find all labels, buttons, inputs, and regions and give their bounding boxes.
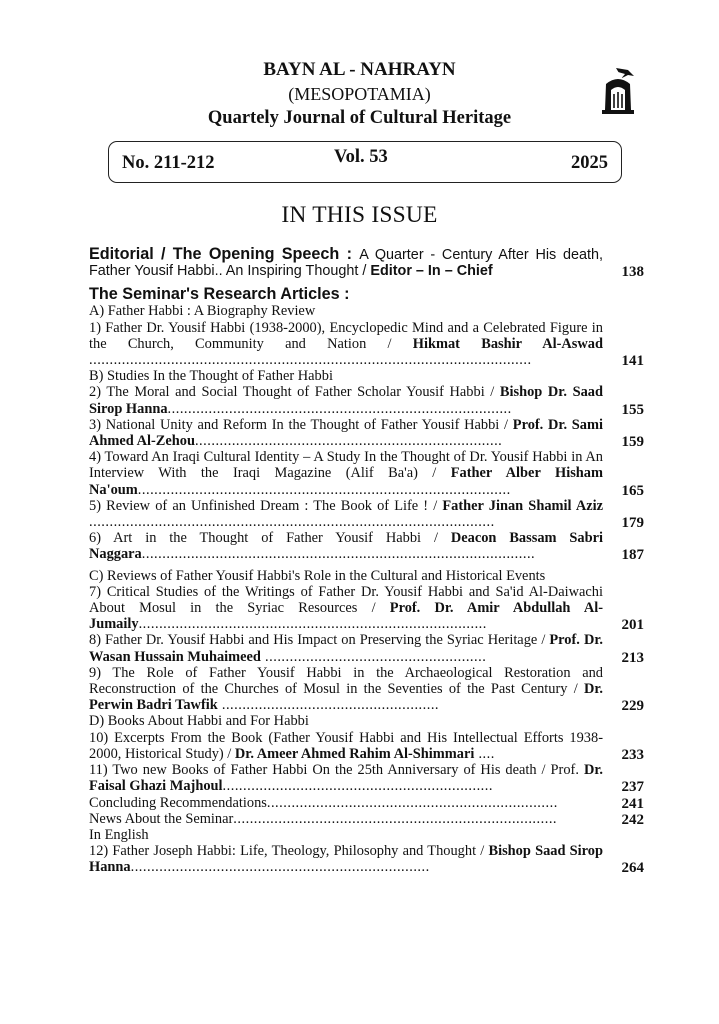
entry-text: 9) The Role of Father Yousif Habbi in the Archaeological Restoration and Reconstruction of the Churches of Mosul in the Seventies of the Past Century / bbox=[89, 664, 603, 698]
entry-author: Bishop Saad Sirop Hanna bbox=[89, 843, 603, 876]
page-number: 138 bbox=[621, 264, 644, 281]
subsection-heading-b: B) Studies In the Thought of Father Habbi bbox=[89, 368, 333, 385]
entry-text: 1) Father Dr. Yousif Habbi (1938-2000), Encyclopedic Mind and a Celebrated Figure in the Church, Community and Nation / bbox=[89, 319, 603, 352]
toc-entry-8 bbox=[89, 632, 644, 664]
page-number: 233 bbox=[621, 746, 644, 763]
dot-leader: ...................................................... bbox=[260, 648, 487, 665]
issue-volume: Vol. 53 bbox=[334, 147, 388, 167]
toc-entry-11 bbox=[89, 762, 644, 794]
entry-text: 7) Critical Studies of the Writings of Father Dr. Yousif Habbi and Sa'id Al-Daiwachi About Mosul in the Syriac Resources / bbox=[89, 583, 603, 617]
entry-text: 5) Review of an Unfinished Dream : The Book of Life ! / bbox=[89, 497, 443, 514]
entry-text: 8) Father Dr. Yousif Habbi and His Impact on Preserving the Syriac Heritage / bbox=[89, 632, 550, 649]
toc-entry-editorial bbox=[89, 246, 644, 279]
dot-leader: ..................................................................................... bbox=[138, 616, 487, 633]
journal-logo-icon bbox=[598, 66, 638, 116]
entry-text: News About the Seminar bbox=[89, 810, 234, 827]
dot-leader: ............................................................................... bbox=[233, 810, 558, 827]
toc-entry-9 bbox=[89, 665, 644, 714]
entry-author: Dr. Ameer Ahmed Rahim Al-Shimmari bbox=[234, 745, 475, 762]
page-number: 229 bbox=[621, 698, 644, 715]
dot-leader: ............................................................................................................ bbox=[89, 352, 532, 369]
toc-entry-5 bbox=[89, 498, 644, 530]
dot-leader: ......................................................................... bbox=[130, 859, 430, 876]
page-number: 237 bbox=[621, 779, 644, 796]
subsection-heading-english: In English bbox=[89, 826, 149, 843]
subsection-heading-c bbox=[89, 568, 644, 584]
dot-leader: .................................................................. bbox=[222, 778, 493, 795]
editorial-label: Editorial / The Opening Speech : bbox=[89, 245, 360, 263]
page-number: 241 bbox=[621, 795, 644, 812]
page-number: 159 bbox=[621, 434, 644, 451]
section-heading-seminar: The Seminar's Research Articles : bbox=[89, 285, 350, 304]
page-number: 187 bbox=[621, 547, 644, 564]
toc-entry-4 bbox=[89, 449, 644, 498]
dot-leader: ........................................................................... bbox=[194, 433, 503, 450]
entry-text: 2) The Moral and Social Thought of Father Scholar Yousif Habbi / bbox=[89, 384, 500, 401]
journal-alt-name: (MESOPOTAMIA) bbox=[288, 84, 431, 104]
entry-text: 6) Art in the Thought of Father Yousif Habbi / bbox=[89, 530, 451, 547]
page-number: 264 bbox=[621, 860, 644, 877]
entry-author: Prof. Dr. Wasan Hussain Muhaimeed bbox=[89, 632, 604, 665]
issue-number: No. 211-212 bbox=[122, 153, 215, 173]
toc-entry-1 bbox=[89, 320, 644, 369]
subsection-heading-text: C) Reviews of Father Yousif Habbi's Role in the Cultural and Historical Events bbox=[89, 567, 546, 584]
dot-leader: .... bbox=[474, 745, 495, 762]
entry-author: Editor – In – Chief bbox=[370, 263, 493, 280]
entry-text: Concluding Recommendations bbox=[89, 794, 267, 811]
entry-text: 4) Toward An Iraqi Cultural Identity – A Study In the Thought of Dr. Yousif Habbi in An Interview With the Iraqi Magazine (Alif Ba'a) / bbox=[89, 449, 603, 482]
entry-text: 11) Two new Books of Father Habbi On the 25th Anniversary of His death / Prof. bbox=[89, 762, 584, 779]
toc-entry-3 bbox=[89, 417, 644, 449]
entry-text: 3) National Unity and Reform In the Thought of Father Yousif Habbi / bbox=[89, 416, 513, 433]
table-of-contents bbox=[89, 246, 644, 876]
toc-entry-news bbox=[89, 811, 644, 827]
toc-entry-concluding bbox=[89, 795, 644, 811]
toc-entry-12 bbox=[89, 843, 644, 875]
toc-entry-2 bbox=[89, 384, 644, 416]
entry-author: Deacon Bassam Sabri Naggara bbox=[89, 530, 604, 563]
page-number: 165 bbox=[621, 482, 644, 499]
page-number: 141 bbox=[621, 353, 644, 370]
entry-author: Dr. Perwin Badri Tawfik bbox=[89, 681, 603, 714]
journal-name: BAYN AL - NAHRAYN bbox=[263, 59, 456, 80]
dot-leader: ................................................................................................... bbox=[89, 514, 495, 531]
entry-author: Hikmat Bashir Al-Aswad bbox=[412, 335, 603, 352]
page-number: 201 bbox=[621, 617, 644, 634]
dot-leader: .................................................................................... bbox=[167, 400, 512, 417]
subsection-heading-a: A) Father Habbi : A Biography Review bbox=[89, 303, 316, 320]
issue-year: 2025 bbox=[571, 153, 608, 173]
toc-entry-7 bbox=[89, 584, 644, 633]
page-title: IN THIS ISSUE bbox=[281, 202, 438, 228]
journal-subtitle: Quartely Journal of Cultural Heritage bbox=[207, 108, 512, 128]
entry-author: Father Jinan Shamil Aziz bbox=[442, 497, 603, 514]
dot-leader: ..................................................... bbox=[217, 697, 440, 714]
entry-author: Prof. Dr. Sami Ahmed Al-Zehou bbox=[89, 416, 603, 450]
issue-info-box bbox=[108, 141, 622, 183]
toc-entry-10 bbox=[89, 730, 644, 762]
dot-leader: ....................................................................... bbox=[266, 794, 558, 811]
page-number: 179 bbox=[621, 515, 644, 532]
dot-leader: ................................................................................................ bbox=[141, 546, 536, 563]
entry-author: Bishop Dr. Saad Sirop Hanna bbox=[89, 384, 603, 417]
entry-text: A Quarter - Century After His death, Father Yousif Habbi.. An Inspiring Thought / bbox=[89, 247, 604, 280]
subsection-heading-d: D) Books About Habbi and For Habbi bbox=[89, 713, 309, 730]
dot-leader: ........................................................................................... bbox=[137, 481, 511, 498]
entry-author: Dr. Faisal Ghazi Majhoul bbox=[89, 762, 603, 795]
page-number: 155 bbox=[621, 401, 644, 418]
entry-author: Father Alber Hisham Na'oum bbox=[89, 465, 603, 498]
entry-text: 10) Excerpts From the Book (Father Yousif Habbi and His Intellectual Efforts 1938-2000, Historical Study) / bbox=[89, 729, 603, 762]
page-number: 213 bbox=[621, 649, 644, 666]
page-number: 242 bbox=[621, 811, 644, 828]
toc-entry-6 bbox=[89, 530, 644, 562]
entry-text: 12) Father Joseph Habbi: Life, Theology, Philosophy and Thought / bbox=[89, 843, 489, 860]
entry-author: Prof. Dr. Amir Abdullah Al-Jumaily bbox=[89, 600, 604, 633]
